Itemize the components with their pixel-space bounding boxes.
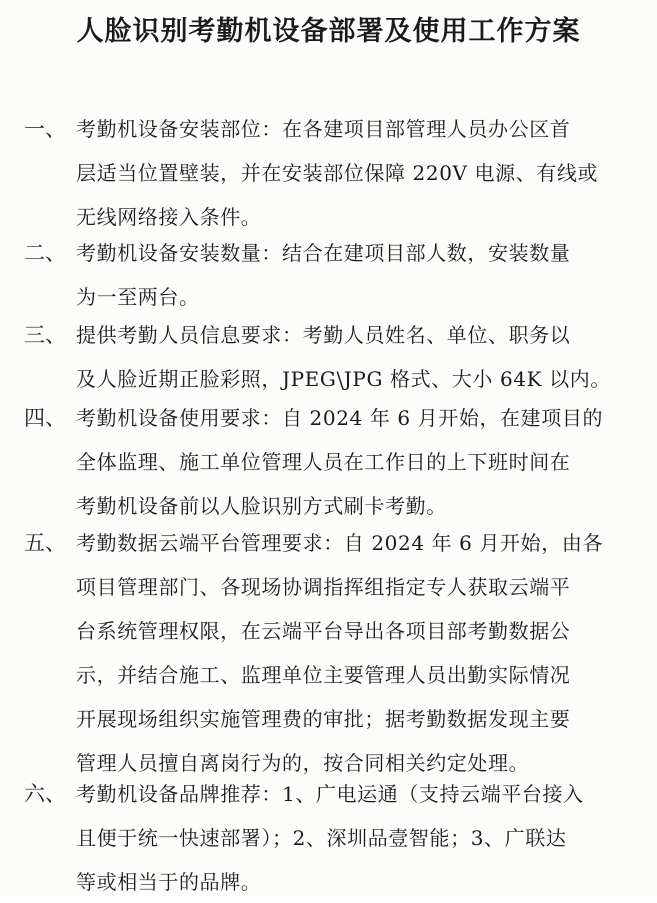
- section-number: 六、: [24, 782, 66, 806]
- section-line: 考勤数据云端平台管理要求：自 2024 年 6 月开始，由各: [76, 531, 604, 555]
- section-line: 全体监理、施工单位管理人员在工作日的上下班时间在: [76, 450, 571, 474]
- section-line: 层适当位置壁装，并在安装部位保障 220V 电源、有线或: [76, 161, 599, 185]
- section-line: 管理人员擅自离岗行为的，按合同相关约定处理。: [76, 751, 530, 775]
- section-line: 开展现场组织实施管理费的审批；据考勤数据发现主要: [76, 707, 571, 731]
- section-line: 项目管理部门、各现场协调指挥组指定专人获取云端平: [76, 575, 571, 599]
- section-number: 二、: [24, 241, 66, 265]
- section-line: 为一至两台。: [76, 285, 200, 309]
- section-line: 及人脸近期正脸彩照，JPEG\JPG 格式、大小 64K 以内。: [76, 367, 611, 391]
- section-number: 三、: [24, 323, 66, 347]
- section-line: 无线网络接入条件。: [76, 205, 262, 229]
- section-line: 等或相当于的品牌。: [76, 870, 262, 894]
- section-number: 五、: [24, 531, 66, 555]
- section-line: 台系统管理权限，在云端平台导出各项目部考勤数据公: [76, 619, 571, 643]
- section-line: 考勤机设备使用要求：自 2024 年 6 月开始，在建项目的: [76, 406, 604, 430]
- section-number: 四、: [24, 406, 66, 430]
- section-line: 考勤机设备前以人脸识别方式刷卡考勤。: [76, 494, 447, 518]
- section-line: 考勤机设备安装部位：在各建项目部管理人员办公区首: [76, 117, 571, 141]
- section-line: 且便于统一快速部署）；2、深圳品壹智能；3、广联达: [76, 826, 567, 850]
- section-line: 考勤机设备安装数量：结合在建项目部人数，安装数量: [76, 241, 571, 265]
- section-line: 提供考勤人员信息要求：考勤人员姓名、单位、职务以: [76, 323, 571, 347]
- section-line: 示，并结合施工、监理单位主要管理人员出勤实际情况: [76, 663, 571, 687]
- document-title: 人脸识别考勤机设备部署及使用工作方案: [76, 16, 581, 47]
- section-number: 一、: [24, 117, 66, 141]
- section-line: 考勤机设备品牌推荐：1、广电运通（支持云端平台接入: [76, 782, 584, 806]
